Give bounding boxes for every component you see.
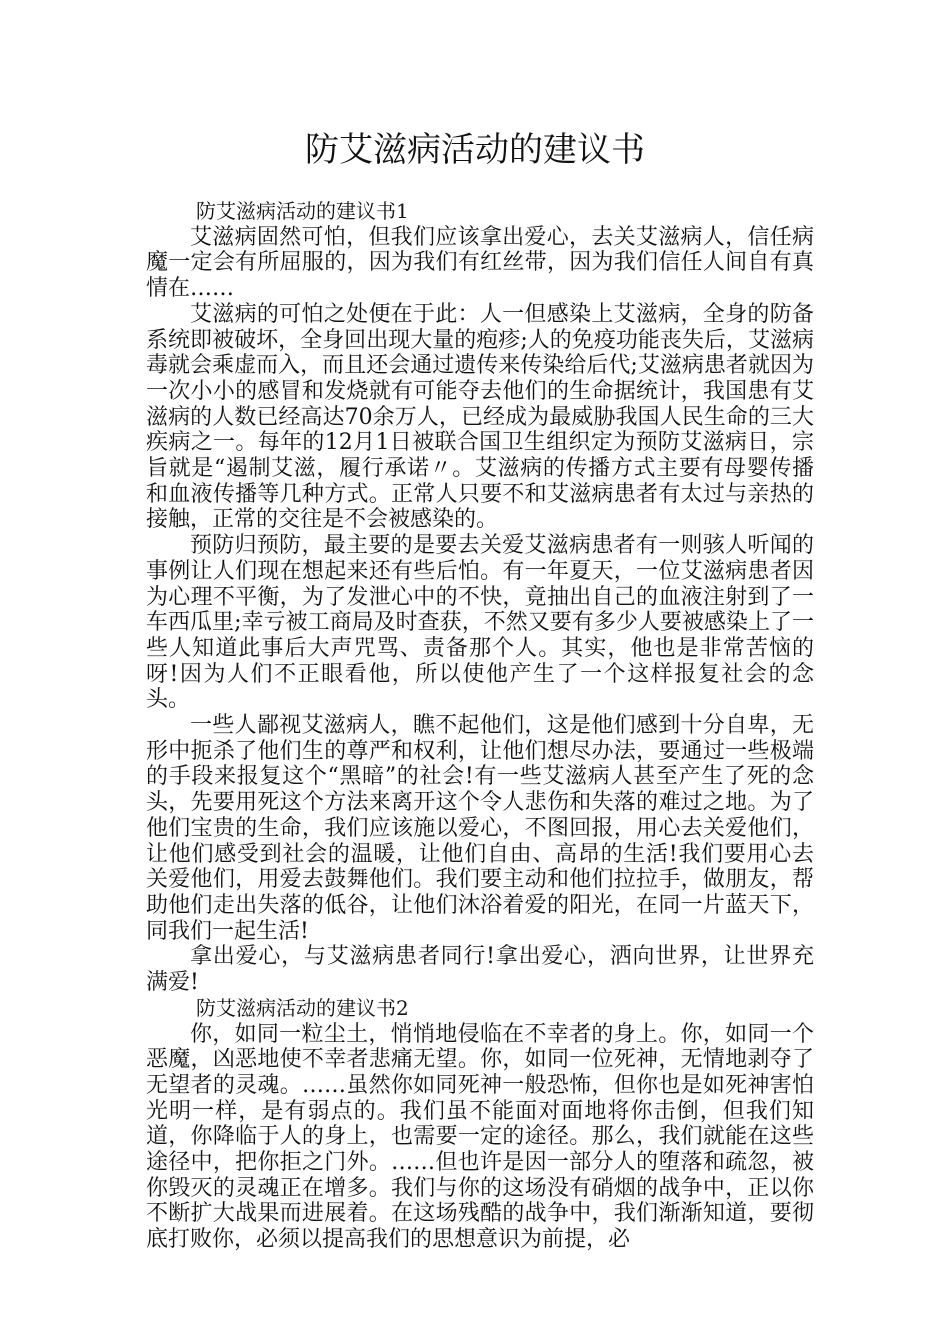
paragraph: 你，如同一粒尘土，悄悄地侵临在不幸者的身上。你，如同一个恶魔，凶恶地使不幸者悲痛无望。你，如同一位死神，无情地剥夺了无望者的灵魂。……虽然你如同死神一般恐怖，但你也是如死神害怕光明一样，是有弱点的。我们虽不能面对面地将你击倒，但我们知道，你降临于人的身上，也需要一定的途径。那么，我们就能在这些途径中，把你拒之门外。……但也许是因一部分人的堕落和疏忽，被你毁灭的灵魂正在增多。我们与你的这场没有硝烟的战争中，正以你不断扩大战果而进展着。在这场残酷的战争中，我们渐渐知道，要彻底打败你，必须以提高我们的思想意识为前提，必 [146,1021,814,1253]
paragraph: 预防归预防，最主要的是要去关爱艾滋病患者有一则骇人听闻的事例让人们现在想起来还有些后怕。有一年夏天，一位艾滋病患者因为心理不平衡，为了发泄心中的不快，竟抽出自己的血液注射到了一车西瓜里;幸亏被工商局及时查获，不然又要有多少人要被感染上了一些人知道此事后大声咒骂、责备那个人。其实，他也是非常苦恼的呀!因为人们不正眼看他，所以使他产生了一个这样报复社会的念头。 [146,533,814,713]
paragraph: 一些人鄙视艾滋病人，瞧不起他们，这是他们感到十分自卑，无形中扼杀了他们生的尊严和权利，让他们想尽办法，要通过一些极端的手段来报复这个“黑暗”的社会!有一些艾滋病人甚至产生了死的念头，先要用死这个方法来离开这个令人悲伤和失落的难过之地。为了他们宝贵的生命，我们应该施以爱心，不图回报，用心去关爱他们，让他们感受到社会的温暖，让他们自由、高昂的生活!我们要用心去关爱他们，用爱去鼓舞他们。我们要主动和他们拉拉手，做朋友，帮助他们走出失落的低谷，让他们沐浴着爱的阳光，在同一片蓝天下，同我们一起生活! [146,713,814,944]
paragraph: 艾滋病固然可怕，但我们应该拿出爱心，去关艾滋病人，信任病魔一定会有所屈服的，因为我们有红丝带，因为我们信任人间自有真情在…… [146,224,814,302]
document-body [146,199,814,1253]
document-title: 防艾滋病活动的建议书 [305,130,645,170]
paragraph: 拿出爱心，与艾滋病患者同行!拿出爱心，洒向世界，让世界充满爱! [146,944,814,996]
paragraph: 艾滋病的可怕之处便在于此：人一但感染上艾滋病，全身的防备系统即被破坏，全身回出现大量的疱疹;人的免疫功能丧失后，艾滋病毒就会乘虚而入，而且还会通过遗传来传染给后代;艾滋病患者就因为一次小小的感冒和发烧就有可能夺去他们的生命据统计，我国患有艾滋病的人数已经高达70余万人，已经成为最威胁我国人民生命的三大疾病之一。每年的12月1日被联合国卫生组织定为预防艾滋病日，宗旨就是“遏制艾滋，履行承诺〃。艾滋病的传播方式主要有母婴传播和血液传播等几种方式。正常人只要不和艾滋病患者有太过与亲热的接触，正常的交往是不会被感染的。 [146,301,814,533]
section-heading-2: 防艾滋病活动的建议书2 [196,995,409,1020]
section-heading-1: 防艾滋病活动的建议书1 [196,199,409,223]
